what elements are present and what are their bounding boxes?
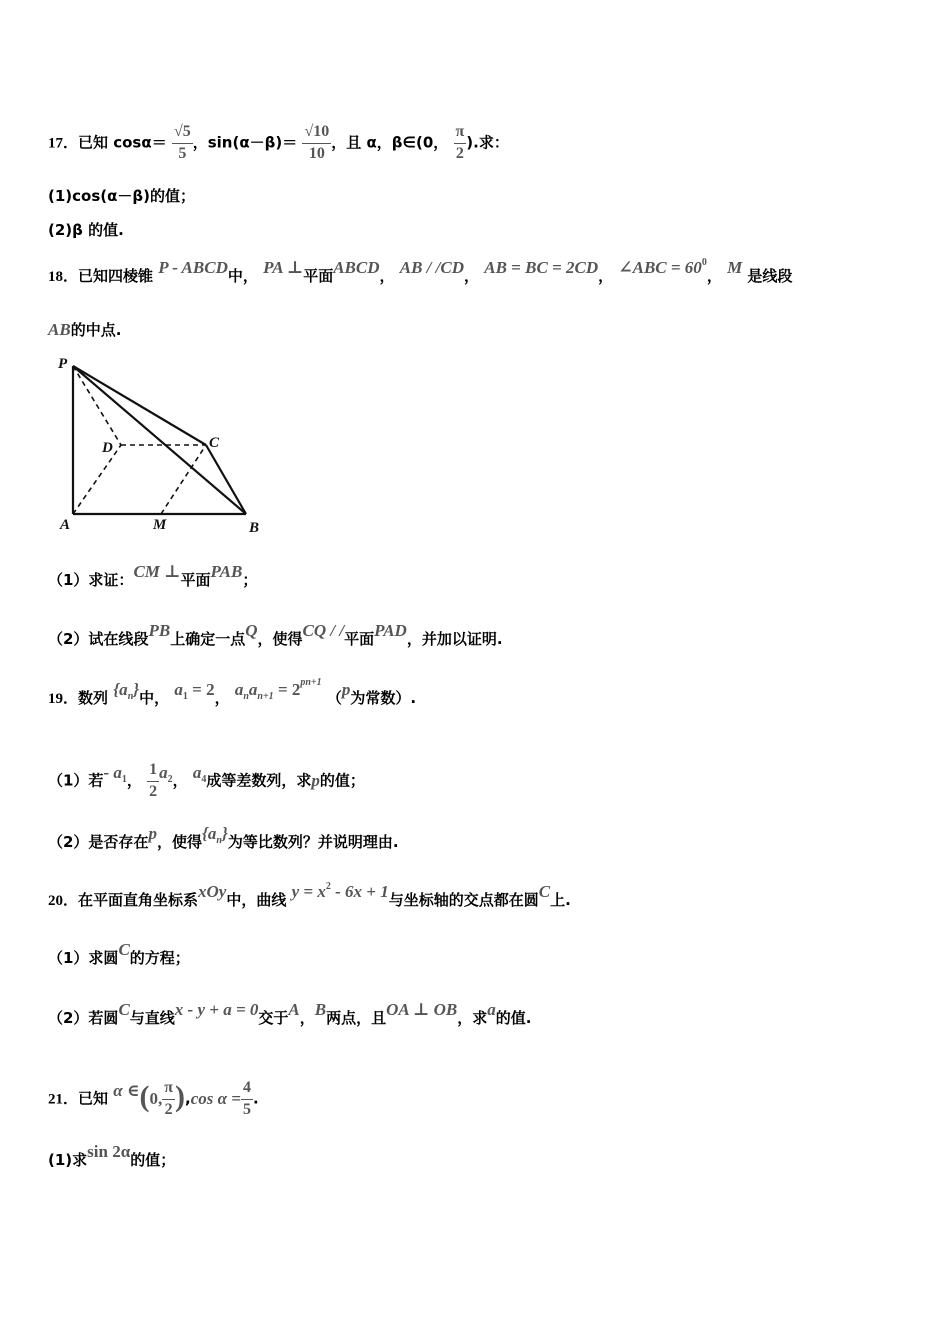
label-M: M bbox=[153, 517, 167, 533]
q21-stem: 21．已知 α ∈(0, $\frac{\pi}{2}$ ),cos α = $\frac{4}{5}$ . bbox=[48, 1079, 259, 1118]
q21-fraction-pi-over-2: $\frac{\pi}{2}$ bbox=[164, 1079, 174, 1118]
edge-MC bbox=[161, 445, 206, 514]
q17-part2: (2)β 的值. bbox=[48, 221, 124, 239]
edge-PD bbox=[73, 366, 121, 445]
q18-part1: （1）求证：CM ⊥平面PAB； bbox=[48, 562, 258, 589]
q20-stem: 20．在平面直角坐标系xOy中，曲线 $y = x^2 - 6x + 1$与坐标轴的交点都在圆C上. bbox=[48, 881, 571, 909]
q17-fraction-sqrt5-over-5: $\frac{√5}{5}$ bbox=[173, 123, 191, 162]
q17-part1: (1)cos(α－β)的值； bbox=[48, 187, 196, 205]
q17-fraction-sqrt10-over-10: $\frac{√10}{10}$ bbox=[304, 123, 330, 162]
edge-CB bbox=[206, 445, 246, 514]
q18-stem-cont: AB的中点. bbox=[48, 320, 122, 339]
edge-AD bbox=[73, 445, 121, 514]
left-paren: ( bbox=[139, 1079, 150, 1113]
label-A: A bbox=[60, 517, 71, 533]
q19-stem: 19．数列 $\{a^n\}$中， $a^1 = 2$， $a^na^{n+1} = 2^{pn+1}$ （p为常数）. bbox=[48, 677, 417, 707]
q18-part2: （2）试在线段PB上确定一点Q，使得CQ / /平面PAD，并加以证明. bbox=[48, 621, 503, 648]
q17-fraction-pi-over-2: $\frac{\pi}{2}$ bbox=[455, 123, 465, 162]
label-B: B bbox=[249, 520, 260, 536]
q18-stem: 18．已知四棱锥 P - ABCD中， PA ⊥平面ABCD， AB / /CD， AB = BC = 2CD， ∠ABC = $60^0$， M 是线段 bbox=[48, 257, 793, 285]
pyramid-figure bbox=[56, 352, 266, 537]
right-paren: ) bbox=[175, 1079, 186, 1113]
q19-part2: （2）是否存在p，使得$\{a^n\}$为等比数列？并说明理由. bbox=[48, 824, 399, 851]
label-C: C bbox=[209, 435, 220, 451]
label-P: P bbox=[58, 356, 68, 372]
q17-stem: 17．已知 cosα＝ $\frac{√5}{5}$ ，sin(α－β)＝ $\frac{√10}{10}$ ，且 α，β∈(0， $\frac{\pi}{2}$ ).求： bbox=[48, 123, 509, 162]
q19-part1: （1）若- $a^1$， $\frac{1}{2}$ $a^2$， $a^4$成等差数列，求p的值； bbox=[48, 761, 365, 800]
q21-part1: (1)求sin 2α的值； bbox=[48, 1142, 176, 1169]
q21-fraction-4-over-5: $\frac{4}{5}$ bbox=[243, 1079, 251, 1118]
q19-fraction-half: $\frac{1}{2}$ bbox=[149, 761, 158, 800]
edge-PC bbox=[73, 366, 206, 445]
q20-part1: （1）求圆C的方程； bbox=[48, 940, 190, 967]
edge-PB bbox=[73, 366, 246, 514]
q17-number: 17． bbox=[48, 135, 79, 152]
label-D: D bbox=[102, 440, 113, 456]
q20-part2: （2）若圆C与直线x - y + a = 0交于A，B两点，且OA ⊥ OB，求a的值. bbox=[48, 1000, 532, 1027]
